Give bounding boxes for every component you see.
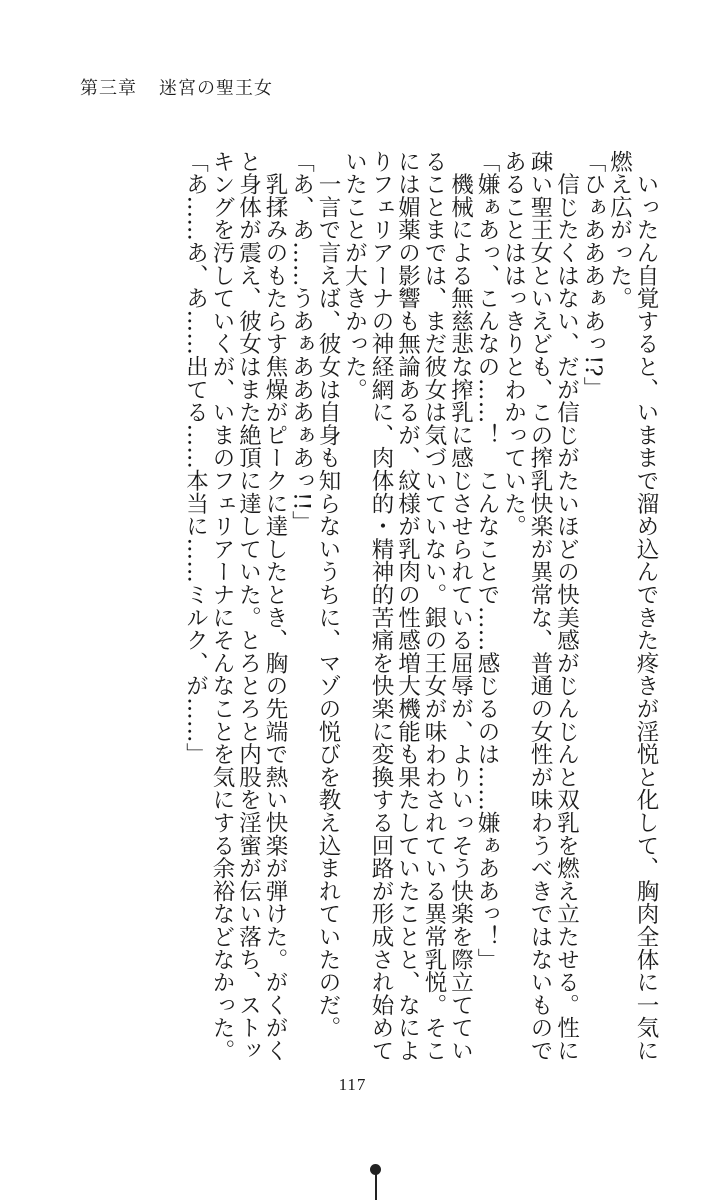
chapter-number: 第三章 [80, 78, 137, 99]
text-line: 疎い聖王女といえども、この搾乳快楽が異常な、普通の女性が味わうべきではないもので [527, 150, 553, 1062]
text-line: ることまでは、まだ彼女は気づいていない。銀の王女が味わわされている異常乳悦。そこ [421, 150, 447, 1062]
page-marker-stem [375, 1174, 377, 1200]
text-line: 信じたくはない、だが信じがたいほどの快美感がじんじんと双乳を燃え立たせる。性に [553, 150, 580, 1062]
text-line: には媚薬の影響も無論あるが、紋様が乳肉の性感増大機能も果たしていたことと、なによ [394, 150, 421, 1062]
text-line: 一言で言えば、彼女は自身も知らないうちに、マゾの悦びを教え込まれていたのだ。 [315, 150, 341, 1040]
page-marker-icon [370, 1164, 382, 1200]
text-line: りフェリアーナの神経網に、肉体的・精神的苦痛を快楽に変換する回路が形成され始めて [368, 150, 394, 1062]
text-line: 「ひぁあああぁあっ!?」 [580, 150, 606, 400]
text-line: 乳揉みのもたらす焦燥がピークに達したとき、胸の先端で熱い快楽が弾けた。がくがく [262, 150, 288, 1062]
page-number: 117 [338, 1075, 367, 1094]
text-line: キングを汚していくが、いまのフェリアーナにそんなことを気にする余裕などなかった。 [209, 150, 235, 1062]
text-line: 燃え広がった。 [606, 150, 633, 310]
text-line: いったん自覚すると、いままで溜め込んできた疼きが淫悦と化して、胸肉全体に一気に [633, 150, 659, 1062]
text-line: と身体が震え、彼女はまた絶頂に達していた。とろとろと内股を淫蜜が伝い落ち、ストッ [235, 150, 262, 1062]
text-line: あることははっきりとわかっていた。 [500, 150, 527, 538]
vertical-text-body [49, 150, 659, 1155]
text-line: 「あ、あ……うあぁあああぁあっ!!」 [288, 150, 315, 534]
text-line: いたことが大きかった。 [341, 150, 368, 401]
text-line: 「嫌ぁあっ、こんなの……！ こんなことで……感じるのは……嫌ぁああっ！」 [474, 150, 500, 971]
chapter-title: 迷宮の聖王女 [159, 78, 273, 99]
text-line: 機械による無慈悲な搾乳に感じさせられている屈辱が、よりいっそう快楽を際立ててい [447, 150, 474, 1062]
text-line: 「あ……あ、あ……出てる……本当に……ミルク、が……」 [182, 150, 209, 766]
running-header [80, 74, 273, 100]
